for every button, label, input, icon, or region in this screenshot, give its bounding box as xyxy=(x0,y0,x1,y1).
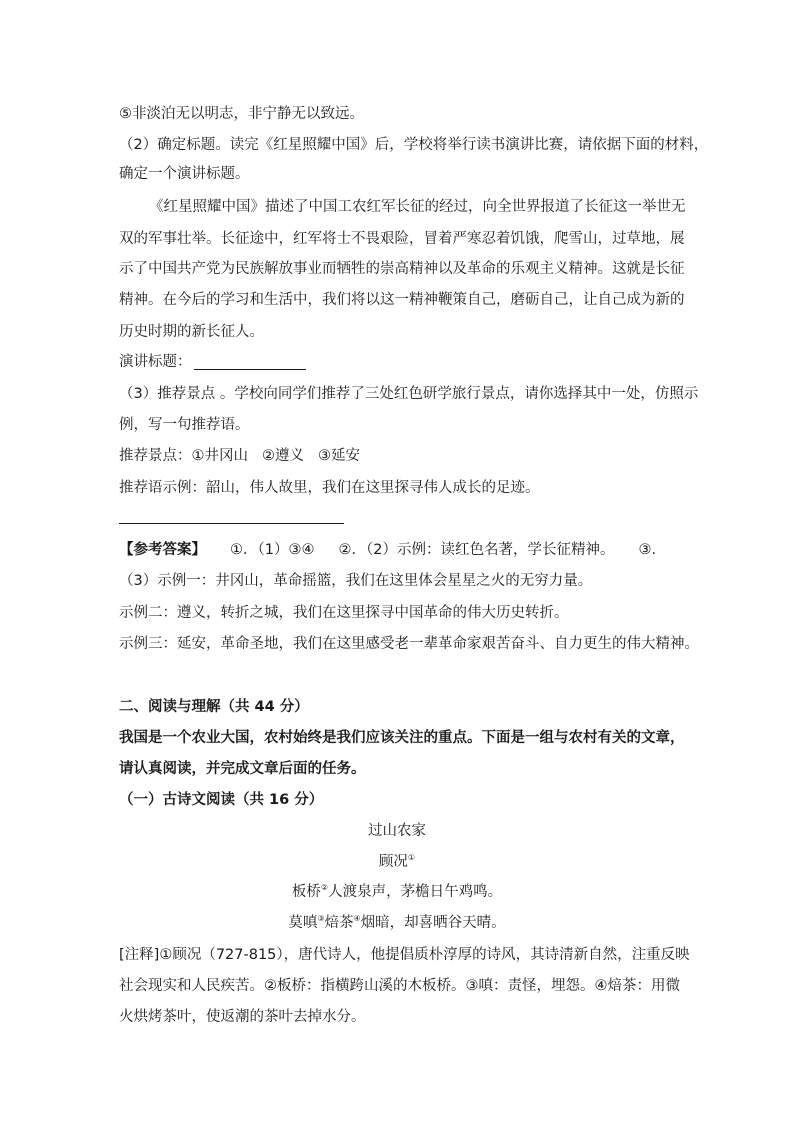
poem-line-2-b: 焙茶 xyxy=(324,915,354,931)
answer-divider xyxy=(119,523,344,524)
material-line-2: 双的军事壮举。长征途中，红军将士不畏艰险，冒着严寒忍着饥饿，爬雪山，过草地，展 xyxy=(119,231,685,247)
answer-example-1: （3）示例一：井冈山，革命摇篮，我们在这里体会星星之火的无穷力量。 xyxy=(119,573,593,589)
poem-line-2-a: 莫嗔 xyxy=(288,915,318,931)
idiom-line: ⑤非淡泊无以明志，非宁静无以致远。 xyxy=(119,106,364,122)
speech-title-label: 演讲标题： xyxy=(119,354,192,370)
notes-line-3: 火烘烤茶叶，使返潮的茶叶去掉水分。 xyxy=(119,1009,366,1025)
spot-yanan: ③延安 xyxy=(318,448,360,464)
spot-zunyi: ②遵义 xyxy=(262,448,304,464)
question-3-cont: 例，写一句推荐语。 xyxy=(119,417,250,433)
material-line-1: 《红星照耀中国》描述了中国工农红军长征的经过，向全世界报道了长征这一举世无 xyxy=(149,199,686,215)
section-intro-1: 我国是一个农业大国，农村始终是我们应该关注的重点。下面是一组与农村有关的文章， xyxy=(119,730,685,746)
answer-1: ①．（1）③④ xyxy=(230,542,315,558)
answer-3: ③． xyxy=(638,542,666,558)
notes-line-2: 社会现实和人民疾苦。②板桥：指横跨山溪的木板桥。③嗔：责怪，埋怨。④焙茶：用微 xyxy=(119,978,680,994)
poem-line-2 xyxy=(0,913,794,933)
poem-line-2-c: 烟暗，却喜晒谷天晴。 xyxy=(360,915,506,931)
note-ref-3: ③ xyxy=(317,914,325,924)
speech-title-blank[interactable] xyxy=(194,355,306,370)
poem-line-1 xyxy=(0,882,794,902)
answer-row xyxy=(119,540,666,560)
question-3: （3）推荐景点 。学校向同学们推荐了三处红色研学旅行景点，请你选择其中一处，仿照示 xyxy=(119,386,699,402)
note-ref-1: ① xyxy=(407,853,416,863)
poem-author xyxy=(0,852,794,872)
spots-row xyxy=(119,446,360,466)
material-line-5: 历史时期的新长征人。 xyxy=(119,324,264,340)
poem-line-1-a: 板桥 xyxy=(291,884,321,900)
poem-title: 过山农家 xyxy=(368,823,426,839)
poem-author-name: 顾况 xyxy=(378,854,408,870)
note-ref-2: ② xyxy=(320,883,329,893)
subsection-heading: （一）古诗文阅读（共 16 分） xyxy=(119,792,324,808)
answer-2: ②．（2）示例：读红色名著，学长征精神。 xyxy=(338,542,615,558)
spots-label: 推荐景点： xyxy=(119,448,192,464)
material-line-4: 精神。在今后的学习和生活中，我们将以这一精神鞭策自己，磨砺自己，让自己成为新的 xyxy=(119,292,685,308)
material-line-3: 示了中国共产党为民族解放事业而牺牲的崇高精神以及革命的乐观主义精神。这就是长征 xyxy=(119,261,685,277)
answer-example-2: 示例二：遵义，转折之城，我们在这里探寻中国革命的伟大历史转折。 xyxy=(119,605,569,621)
section-heading: 二、阅读与理解（共 44 分） xyxy=(119,699,309,715)
question-2: （2）确定标题。读完《红星照耀中国》后，学校将举行读书演讲比赛，请依据下面的材料， xyxy=(119,137,709,153)
notes-line-1: [注释]①顾况（727-815），唐代诗人，他提倡质朴淳厚的诗风，其诗清新自然，注重反映 xyxy=(119,947,690,963)
poem-line-1-b: 人渡泉声，茅檐日午鸡鸣。 xyxy=(328,884,503,900)
recommend-example: 推荐语示例：韶山，伟人故里，我们在这里探寻伟人成长的足迹。 xyxy=(119,480,540,496)
section-intro-2: 请认真阅读，并完成文章后面的任务。 xyxy=(119,761,366,777)
answer-example-3: 示例三：延安，革命圣地，我们在这里感受老一辈革命家艰苦奋斗、自力更生的伟大精神。 xyxy=(119,636,699,652)
answer-label: 【参考答案】 xyxy=(119,542,206,558)
question-2-cont: 确定一个演讲标题。 xyxy=(119,166,250,182)
note-ref-4: ④ xyxy=(353,914,361,924)
spot-jinggangshan: ①井冈山 xyxy=(191,448,248,464)
speech-title-row xyxy=(119,352,306,372)
